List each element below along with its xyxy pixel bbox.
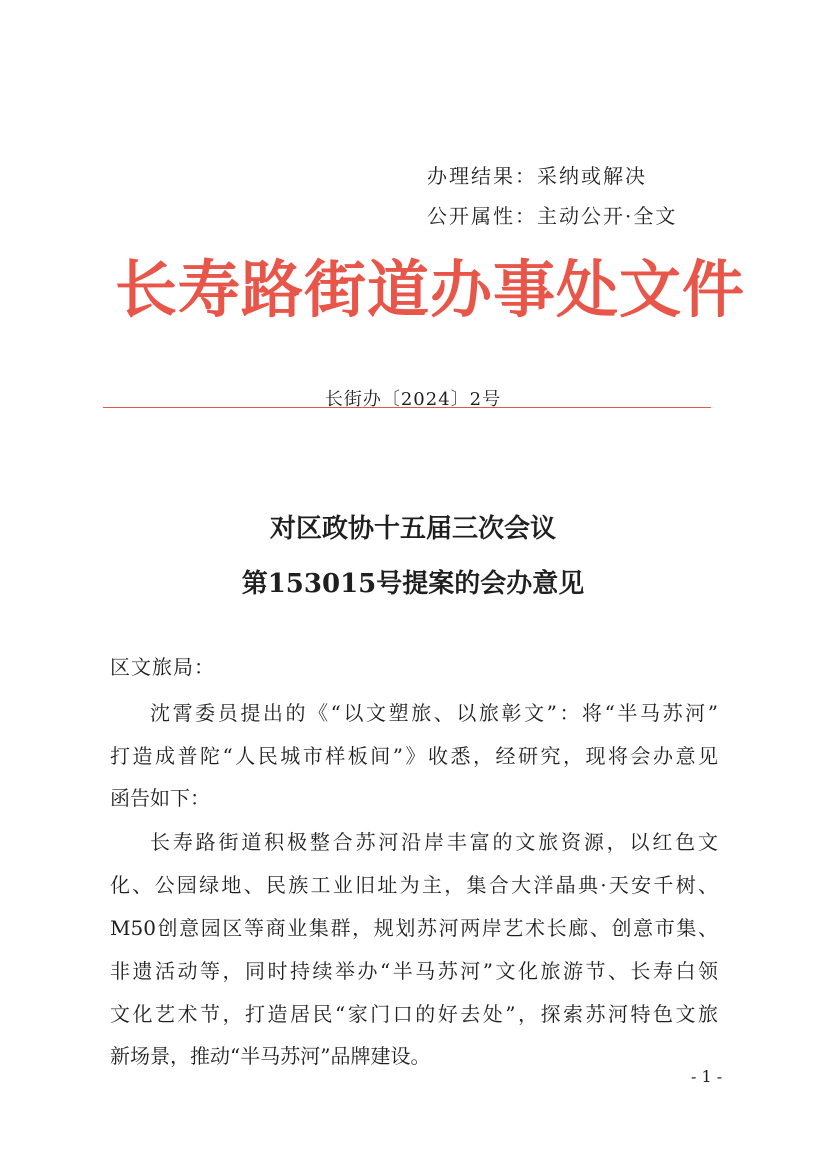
paragraph-2-line: 非遗活动等，同时持续举办“半马苏河”文化旅游节、长寿白领 [110,959,718,983]
paragraph-2-line: 新场景，推动“半马苏河”品牌建设。 [110,1044,431,1068]
header-red-rule [103,407,711,408]
paragraph-2-line: 化、公园绿地、民族工业旧址为主，集合大洋晶典·天安千树、 [110,873,718,897]
document-title-line-1: 对区政协十五届三次会议 [269,514,556,544]
paragraph-2-line: M50创意园区等商业集群，规划苏河两岸艺术长廊、创意市集、 [110,916,718,940]
handling-result: 办理结果：采纳或解决 [427,164,647,188]
paragraph-1-line: 函告如下： [110,786,210,810]
document-header-title: 长寿路街道办事处文件 [115,253,746,326]
paragraph-2-line: 文化艺术节，打造居民“家门口的好去处”，探索苏河特色文旅 [110,1002,718,1026]
document-number: 长街办〔2024〕2号 [324,389,502,410]
paragraph-2-line: 长寿路街道积极整合苏河沿岸丰富的文旅资源，以红色文 [150,830,718,854]
disclosure-attribute: 公开属性：主动公开·全文 [427,204,678,228]
paragraph-1-line: 沈霄委员提出的《“以文塑旅、以旅彰文”：将“半马苏河” [150,701,718,725]
document-title-line-2: 第153015号提案的会办意见 [241,569,585,599]
salutation: 区文旅局： [110,655,215,679]
paragraph-1-line: 打造成普陀“人民城市样板间”》收悉，经研究，现将会办意见 [110,744,718,768]
page-number: - 1 - [691,1067,723,1086]
